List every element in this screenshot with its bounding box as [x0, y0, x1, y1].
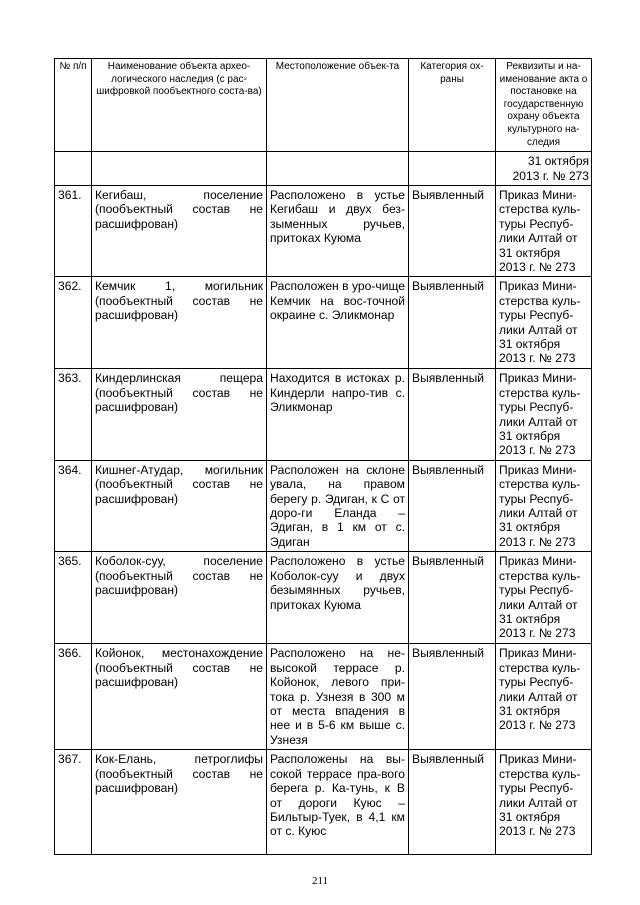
page-number: 211: [311, 875, 329, 887]
cell-act: 31 октября 2013 г. № 273: [496, 152, 592, 186]
cell-name: Коболок-суу, поселение (пообъектный состав не расшифрован): [92, 552, 267, 644]
cell-category: Выявленный: [409, 750, 496, 855]
cell-location: Расположен в уро-чище Кемчик на вос-точной окраине с. Эликмонар: [267, 277, 409, 369]
cell-name: [92, 152, 267, 186]
table-row: [55, 750, 592, 855]
cell-category: Выявленный: [409, 277, 496, 369]
cell-location: Расположено в устье Кегибаш и двух без-зыменных ручьев, притоках Куюма: [267, 185, 409, 276]
cell-name: Кишнег-Атудар, могильник (пообъектный состав не расшифрован): [92, 460, 267, 551]
cell-number: 365.: [55, 552, 92, 644]
cell-name: Киндерлинская пещера (пообъектный состав не расшифрован): [92, 369, 267, 460]
table-row: [55, 644, 592, 750]
cell-location: Расположен на склоне увала, на правом берегу р. Эдиган, к С от доро-ги Еланда – Эдиган, в 1 км от с. Эдиган: [267, 460, 409, 551]
cell-act: Приказ Мини-стерства куль-туры Респуб-лики Алтай от 31 октября 2013 г. № 273: [496, 185, 592, 276]
table-row: [55, 369, 592, 460]
cell-category: Выявленный: [409, 460, 496, 551]
cell-act: Приказ Мини-стерства куль-туры Респуб-лики Алтай от 31 октября 2013 г. № 273: [496, 369, 592, 460]
cell-number: 367.: [55, 750, 92, 855]
cell-category: [409, 152, 496, 186]
cell-category: Выявленный: [409, 369, 496, 460]
table-header-row: [55, 59, 592, 152]
cell-category: Выявленный: [409, 644, 496, 750]
cell-name: Кок-Елань, петроглифы (пообъектный состав не расшифрован): [92, 750, 267, 855]
cell-category: Выявленный: [409, 185, 496, 276]
cell-number: [55, 152, 92, 186]
table-row: [55, 277, 592, 369]
header-location: Местоположение объек-та: [267, 59, 409, 152]
table-row: [55, 552, 592, 644]
cell-act: Приказ Мини-стерства куль-туры Респуб-лики Алтай от 31 октября 2013 г. № 273: [496, 460, 592, 551]
cell-location: Расположено на не-высокой террасе р. Койонок, левого при-тока р. Узнезя в 300 м от места впадения в нее и в 5-6 км выше с. Узнезя: [267, 644, 409, 750]
cell-number: 361.: [55, 185, 92, 276]
cell-act: Приказ Мини-стерства куль-туры Респуб-лики Алтай от 31 октября 2013 г. № 273: [496, 552, 592, 644]
cell-name: Кемчик 1, могильник (пообъектный состав не расшифрован): [92, 277, 267, 369]
cell-location: Расположены на вы-сокой террасе пра-вого берега р. Ка-тунь, к В от дороги Куюс – Бильтыр-Туек, в 4,1 км от с. Куюс: [267, 750, 409, 855]
continuation-row: [55, 152, 592, 186]
cell-location: Находится в истоках р. Киндерли напро-тив с. Эликмонар: [267, 369, 409, 460]
header-category: Категория ох-раны: [409, 59, 496, 152]
cell-location: Расположено в устье Коболок-суу и двух безымянных ручьев, притоках Куюма: [267, 552, 409, 644]
cell-act: Приказ Мини-стерства куль-туры Респуб-лики Алтай от 31 октября 2013 г. № 273: [496, 750, 592, 855]
cell-number: 362.: [55, 277, 92, 369]
cell-name: Кегибаш, поселение (пообъектный состав не расшифрован): [92, 185, 267, 276]
header-number: № п/п: [55, 59, 92, 152]
header-object-name: Наименование объекта архео-логического наследия (с рас-шифровкой пообъектного соста-ва): [92, 59, 267, 152]
heritage-register-table: [54, 58, 592, 855]
cell-number: 366.: [55, 644, 92, 750]
cell-number: 363.: [55, 369, 92, 460]
cell-category: Выявленный: [409, 552, 496, 644]
cell-act: Приказ Мини-стерства куль-туры Респуб-лики Алтай от 31 октября 2013 г. № 273: [496, 644, 592, 750]
cell-act: Приказ Мини-стерства куль-туры Респуб-лики Алтай от 31 октября 2013 г. № 273: [496, 277, 592, 369]
table-row: [55, 185, 592, 276]
header-act: Реквизиты и на-именование акта о постановке на государственную охрану объекта культурного на-следия: [496, 59, 592, 152]
cell-location: [267, 152, 409, 186]
cell-name: Койонок, местонахождение (пообъектный состав не расшифрован): [92, 644, 267, 750]
table-row: [55, 460, 592, 551]
cell-number: 364.: [55, 460, 92, 551]
